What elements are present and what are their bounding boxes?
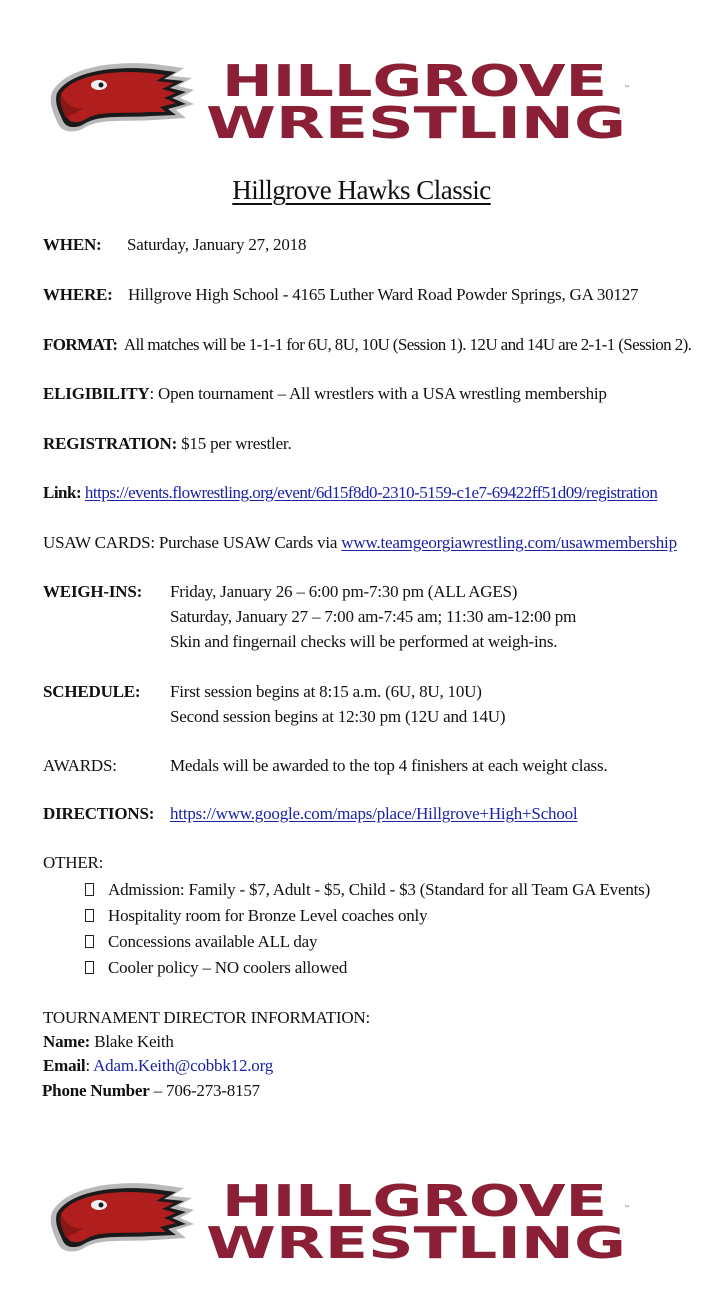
eligibility-value: : Open tournament – All wrestlers with a USA wrestling membership <box>149 384 607 403</box>
registration-value: $15 per wrestler. <box>181 434 292 453</box>
trademark-mark: ™ <box>624 1205 630 1212</box>
director-email[interactable]: Adam.Keith@cobbk12.org <box>93 1056 274 1075</box>
link-row <box>43 483 657 503</box>
page-title <box>0 174 723 206</box>
schedule-label <box>43 682 140 702</box>
eligibility-row <box>43 384 607 404</box>
trademark-mark: ™ <box>624 85 630 92</box>
email-separator: : <box>85 1056 94 1075</box>
bullet-box-icon <box>85 961 94 974</box>
directions-label-text: DIRECTIONS: <box>43 804 155 823</box>
hawk-head-icon <box>51 1183 194 1251</box>
hillgrove-wrestling-logo-top <box>44 52 644 142</box>
registration-link[interactable]: https://events.flowrestling.org/event/6d15f8d0-2310-5159-c1e7-69422ff51d09/registration <box>84 483 658 502</box>
link-label: Link: <box>43 483 82 502</box>
title-text: Hillgrove Hawks Classic <box>232 175 491 205</box>
other-item <box>85 880 650 900</box>
bullet-box-icon <box>85 909 94 922</box>
weighins-label <box>43 582 142 602</box>
weighins-line: Friday, January 26 – 6:00 pm-7:30 pm (ALL AGES) <box>170 582 518 601</box>
logo-graphic <box>44 52 644 142</box>
other-item <box>85 906 427 926</box>
awards-value: Medals will be awarded to the top 4 finishers at each weight class. <box>170 756 608 775</box>
format-value: All matches will be 1-1-1 for 6U, 8U, 10U (Session 1). 12U and 14U are 2-1-1 (Session 2). <box>123 335 692 354</box>
other-item-text: Hospitality room for Bronze Level coaches only <box>108 906 428 925</box>
usaw-text: : Purchase USAW Cards via <box>150 533 342 552</box>
usaw-row <box>43 533 677 553</box>
other-item-text: Concessions available ALL day <box>108 932 318 951</box>
logo-line1: HILLGROVE <box>222 1176 607 1227</box>
other-item <box>85 932 317 952</box>
weighins-line: Saturday, January 27 – 7:00 am-7:45 am; 11:30 am-12:00 pm <box>170 607 577 626</box>
weighins-line: Skin and fingernail checks will be performed at weigh-ins. <box>170 632 558 651</box>
directions-label <box>43 804 154 824</box>
bullet-box-icon <box>85 935 94 948</box>
director-name-row <box>43 1032 174 1052</box>
when-row <box>43 235 102 255</box>
when-label: WHEN: <box>43 235 102 254</box>
director-phone-label: Phone Number <box>42 1081 150 1100</box>
where-label <box>43 285 113 305</box>
other-item-text: Cooler policy – NO coolers allowed <box>108 958 348 977</box>
director-email-row <box>43 1056 273 1076</box>
directions-row <box>170 804 577 824</box>
when-value: Saturday, January 27, 2018 <box>127 235 307 254</box>
logo-line2: WRESTLING <box>206 98 626 142</box>
hillgrove-wrestling-logo-bottom <box>44 1172 644 1262</box>
hawk-head-icon <box>51 63 194 131</box>
director-phone-row <box>42 1081 260 1101</box>
weighins-label-text: WEIGH-INS: <box>43 582 143 601</box>
logo-line2: WRESTLING <box>206 1218 626 1262</box>
awards-label: AWARDS: <box>43 756 117 775</box>
director-email-label: Email <box>43 1056 86 1075</box>
schedule-label-text: SCHEDULE: <box>43 682 141 701</box>
logo-graphic <box>44 1172 644 1262</box>
director-name: Blake Keith <box>94 1032 174 1051</box>
registration-label: REGISTRATION: <box>43 434 178 453</box>
logo-line1: HILLGROVE <box>222 56 607 107</box>
other-item <box>85 958 347 978</box>
director-phone: – 706-273-8157 <box>149 1081 260 1100</box>
other-item-text: Admission: Family - $7, Adult - $5, Child - $3 (Standard for all Team GA Events) <box>108 880 651 899</box>
other-label: OTHER: <box>43 853 104 872</box>
where-value: Hillgrove High School - 4165 Luther Ward Road Powder Springs, GA 30127 <box>128 285 639 304</box>
where-label-text: WHERE: <box>43 285 113 304</box>
schedule-line: First session begins at 8:15 a.m. (6U, 8U, 10U) <box>170 682 482 701</box>
directions-link[interactable]: https://www.google.com/maps/place/Hillgrove+High+School <box>170 804 578 823</box>
usaw-label: USAW CARDS <box>43 533 151 552</box>
director-heading: TOURNAMENT DIRECTOR INFORMATION: <box>43 1008 371 1027</box>
eligibility-label: ELIGIBILITY <box>43 384 150 403</box>
schedule-line: Second session begins at 12:30 pm (12U and 14U) <box>170 707 506 726</box>
format-label: FORMAT: <box>43 335 118 354</box>
registration-row <box>43 434 292 454</box>
bullet-box-icon <box>85 883 94 896</box>
format-row <box>43 335 691 355</box>
usaw-membership-link[interactable]: www.teamgeorgiawrestling.com/usawmembership <box>341 533 677 552</box>
director-name-label: Name: <box>43 1032 91 1051</box>
